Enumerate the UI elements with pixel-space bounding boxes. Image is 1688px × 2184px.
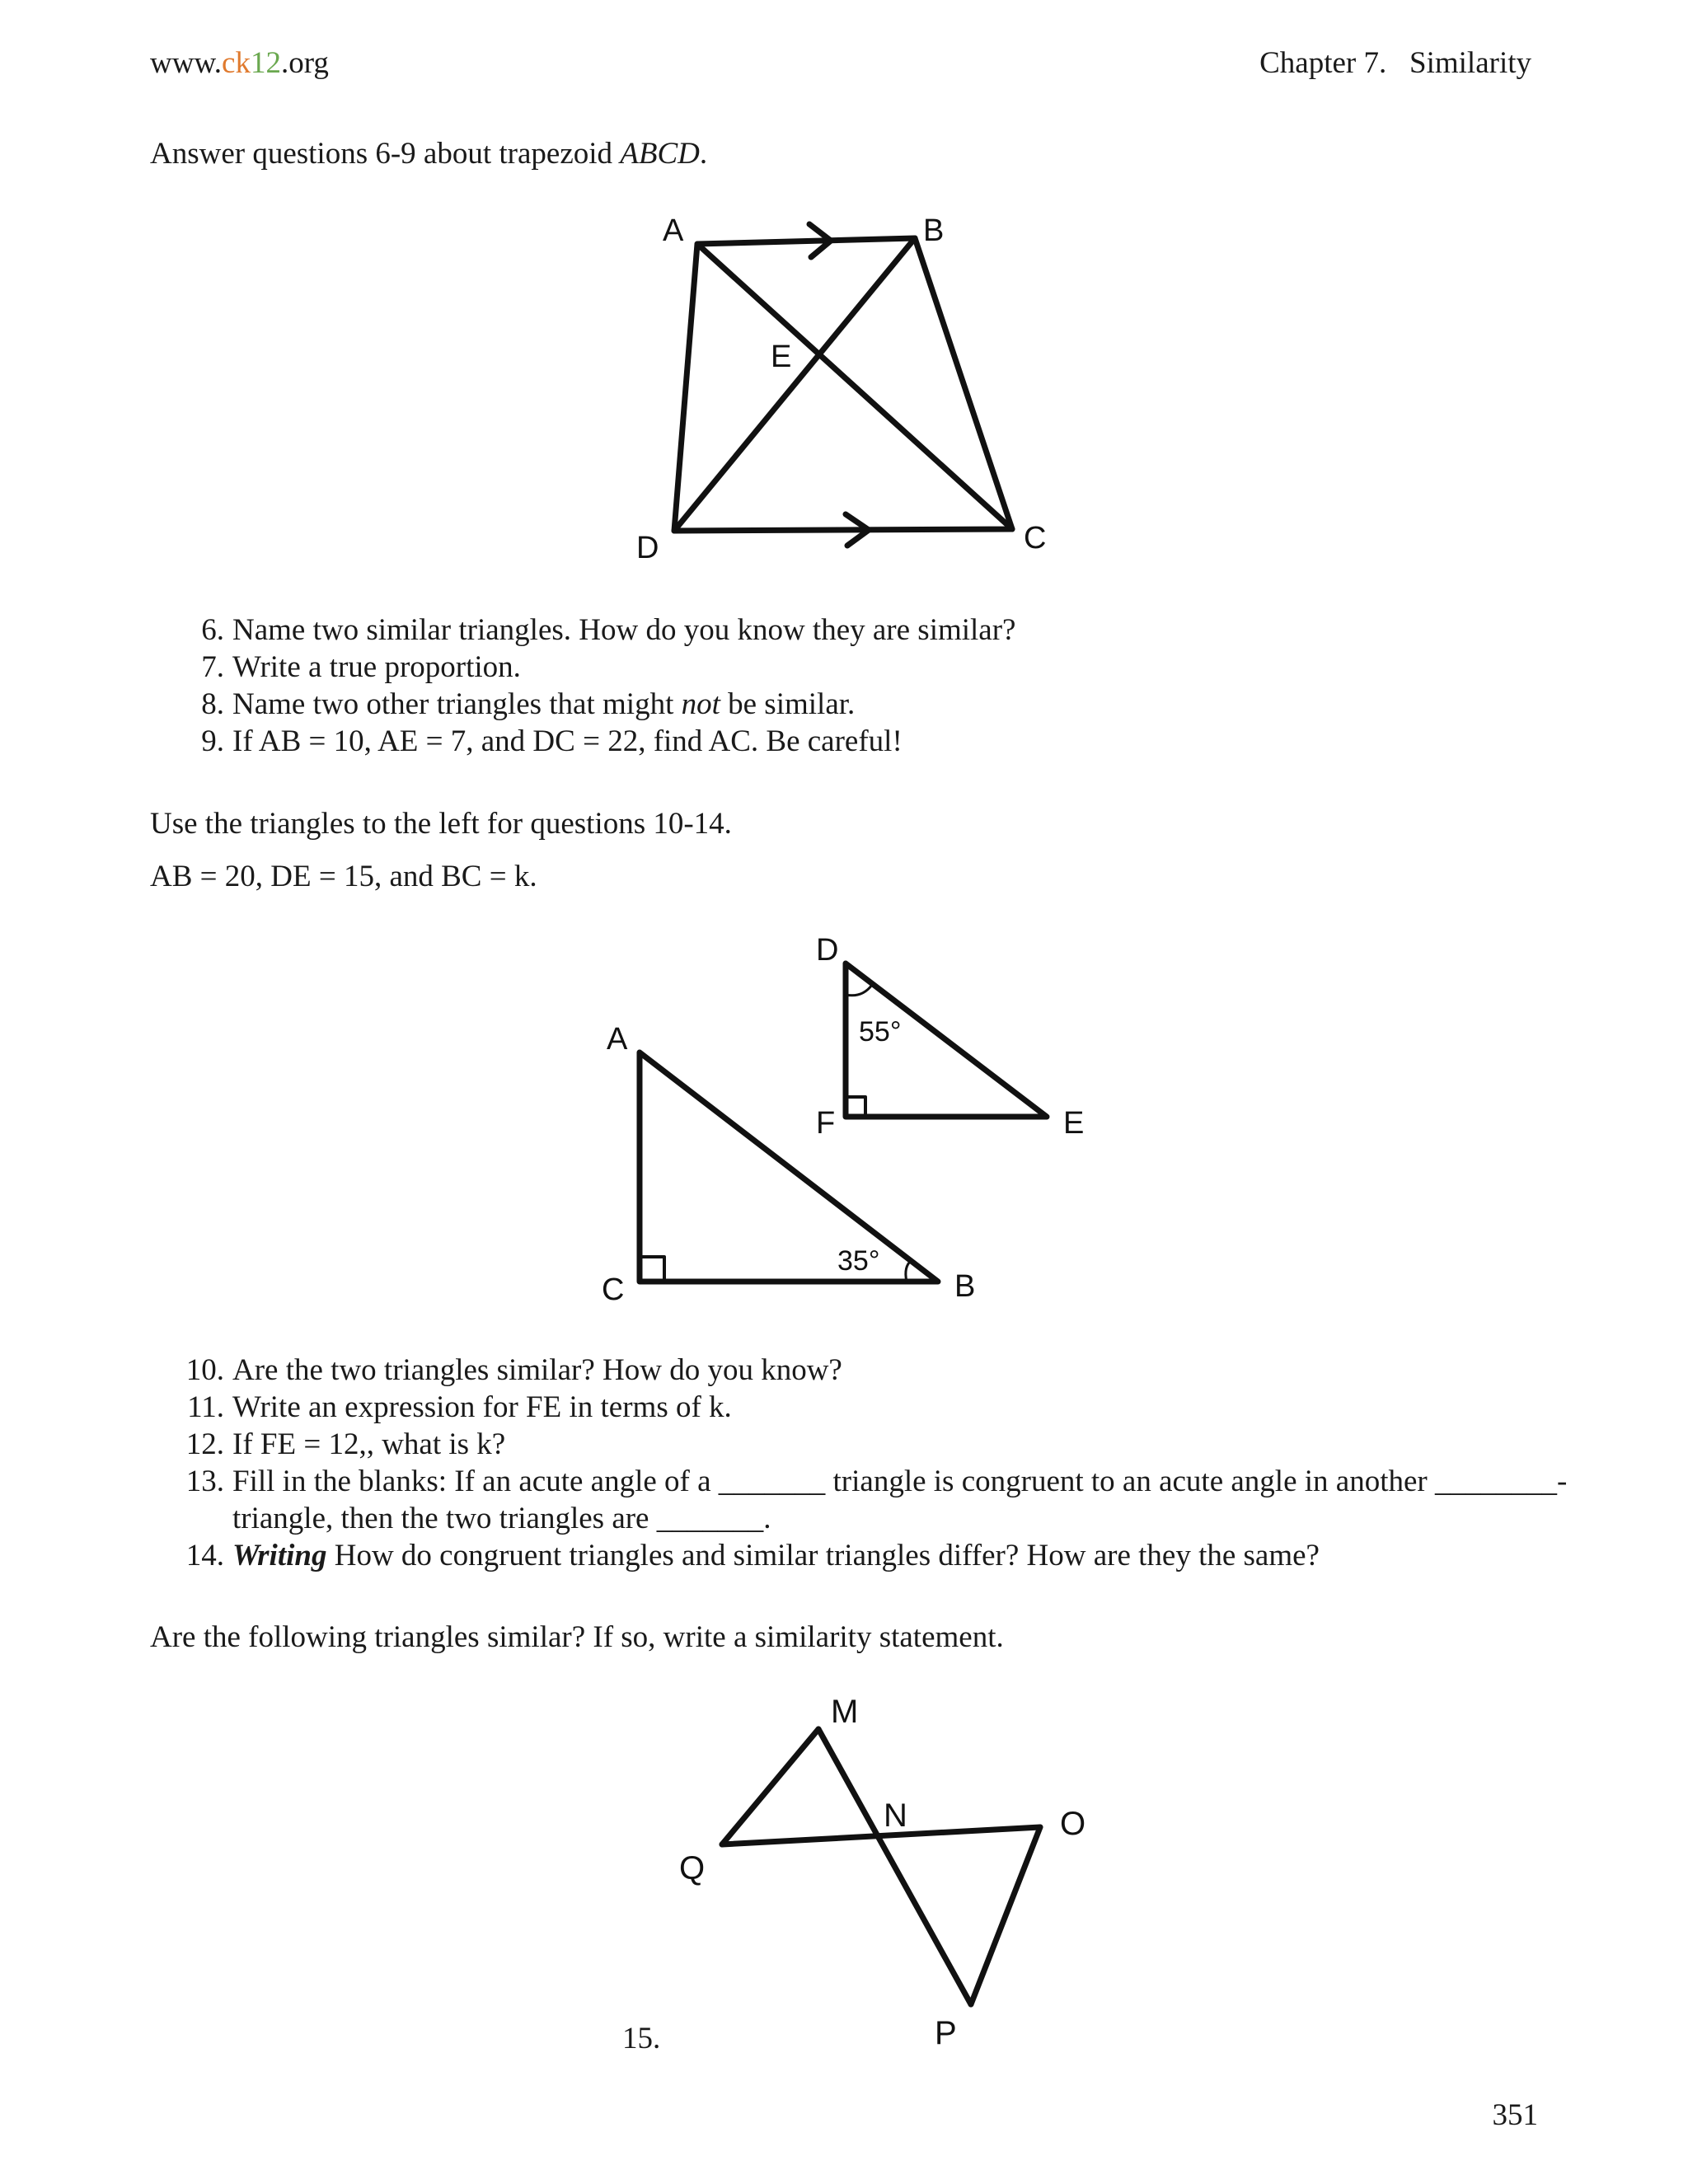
diagonal-bd — [674, 238, 915, 531]
question-number: 12. — [185, 1427, 224, 1461]
question-text — [224, 1537, 1320, 1574]
bowtie-triangles-figure — [668, 1681, 1113, 2060]
right-angle-c — [640, 1257, 664, 1282]
question-number: 6. — [201, 613, 224, 647]
label-e: E — [771, 340, 792, 374]
label-c2: C — [602, 1272, 625, 1307]
question-text — [224, 686, 855, 723]
label-n: N — [884, 1797, 907, 1834]
question-text: Are the two triangles similar? How do you know? — [232, 1353, 842, 1387]
question-text: Write an expression for FE in terms of k. — [232, 1390, 732, 1424]
question-15-number: 15. — [622, 2022, 661, 2055]
label-p: P — [935, 2015, 957, 2051]
question-text: Name two similar triangles. How do you know they are similar? — [232, 613, 1016, 647]
question-text: Write a true proportion. — [232, 650, 521, 684]
trapezoid-figure — [626, 206, 1088, 569]
section1-intro-end: . — [699, 137, 708, 171]
question-text-continued: triangle, then the two triangles are _______. — [232, 1502, 771, 1535]
question-text-emphasis: not — [681, 687, 720, 721]
site-url-suffix: .org — [280, 46, 329, 80]
label-f: F — [816, 1106, 836, 1141]
section1-intro — [150, 136, 707, 171]
label-a2: A — [607, 1022, 628, 1057]
label-angle-35: 35° — [837, 1245, 880, 1277]
label-b2: B — [954, 1269, 976, 1304]
question-text-post: How do congruent triangles and similar triangles differ? How are they the same? — [326, 1539, 1320, 1572]
triangles-figure — [593, 927, 1104, 1315]
triangle-acb — [640, 1052, 938, 1282]
section2-intro: Use the triangles to the left for questions 10-14. — [150, 807, 732, 841]
segment-mp — [818, 1729, 971, 2004]
site-url-ck: ck — [222, 46, 251, 80]
page-number: 351 — [1492, 2098, 1538, 2132]
section2-given: AB = 20, DE = 15, and BC = k. — [150, 860, 537, 893]
question-text: If AB = 10, AE = 7, and DC = 22, find AC. Be careful! — [232, 724, 903, 758]
question-number: 7. — [201, 650, 224, 684]
question-number: 8. — [201, 687, 224, 721]
angle-arc-d — [846, 985, 872, 996]
label-d: D — [636, 531, 659, 565]
label-a: A — [663, 213, 684, 248]
label-angle-55: 55° — [859, 1016, 902, 1047]
question-number: 9. — [201, 724, 224, 758]
site-url-prefix: www. — [150, 46, 223, 80]
question-number: 10. — [185, 1353, 224, 1387]
section3-intro: Are the following triangles similar? If so, write a similarity statement. — [150, 1620, 1004, 1654]
label-q: Q — [679, 1850, 706, 1886]
label-e2: E — [1063, 1106, 1085, 1141]
question-text: If FE = 12,, what is k? — [232, 1427, 506, 1461]
question-number: 13. — [185, 1465, 224, 1498]
label-d2: D — [816, 933, 839, 968]
section1-intro-text: Answer questions 6-9 about trapezoid — [150, 137, 621, 171]
question-text: Fill in the blanks: If an acute angle of a _______ triangle is congruent to an acute angle in another ________- — [232, 1465, 1568, 1498]
label-c: C — [1024, 521, 1047, 555]
right-angle-f — [846, 1097, 865, 1117]
label-o: O — [1060, 1806, 1086, 1842]
question-text-post: be similar. — [720, 687, 856, 721]
section1-intro-var: ABCD — [620, 137, 700, 171]
site-url[interactable] — [150, 45, 329, 81]
question-number: 14. — [185, 1539, 224, 1572]
label-b: B — [923, 213, 945, 248]
question-number: 11. — [187, 1390, 224, 1424]
site-url-12: 12 — [250, 46, 281, 80]
segment-mq — [722, 1729, 818, 1844]
writing-label: Writing — [232, 1539, 327, 1572]
chapter-title: Chapter 7. Similarity — [1259, 46, 1531, 80]
question-text-pre: Name two other triangles that might — [232, 687, 682, 721]
label-m: M — [831, 1694, 859, 1730]
segment-op — [971, 1827, 1040, 2004]
